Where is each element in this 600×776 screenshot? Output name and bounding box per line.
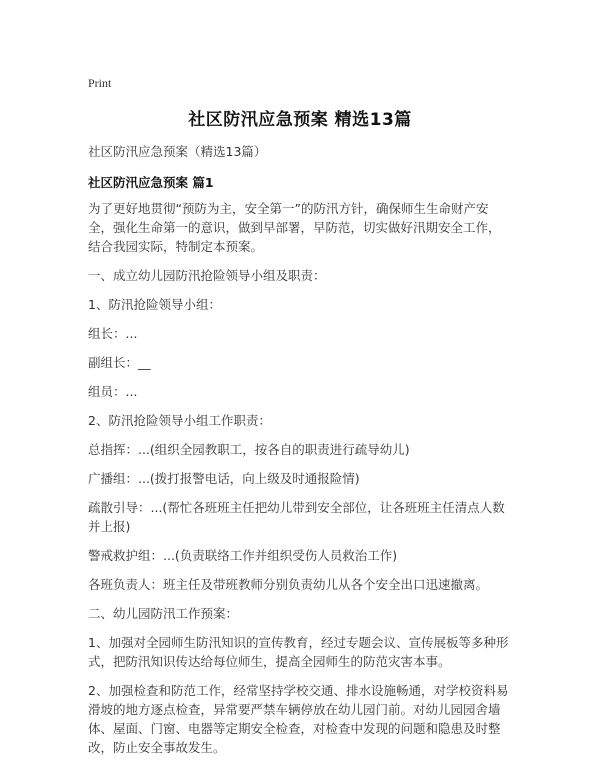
paragraph-deputy-leader: 副组长：__ [88,355,151,370]
paragraph-duties: 2、防汛抢险领导小组工作职责： [88,413,271,428]
paragraph-section-two: 二、幼儿园防汛工作预案： [88,606,239,621]
paragraph-broadcast: 广播组：...(拨打报警电话，向上级及时通报险情) [88,471,360,486]
paragraph-evacuation: 疏散引导：...(帮忙各班班主任把幼儿带到安全部位，让各班班主任清点人数并上报) [88,500,505,534]
document-subtitle: 社区防汛应急预案（精选13篇） [88,144,267,159]
paragraph-team: 1、防汛抢险领导小组： [88,297,221,312]
print-link[interactable]: Print [88,76,112,90]
paragraph-commander: 总指挥：...(组织全园教职工，按各自的职责进行疏导幼儿) [88,442,410,457]
paragraph-intro: 为了更好地贯彻“预防为主，安全第一”的防汛方针，确保师生生命财产安全，强化生命第一的意识，做到早部署，早防范，切实做好汛期安全工作，结合我园实际，特制定本预案。 [88,201,501,254]
paragraph-item-one: 1、加强对全园师生防汛知识的宣传教育，经过专题会议、宣传展板等多种形式，把防汛知识传达给每位师生，提高全园师生的防范灾害本事。 [88,635,509,669]
paragraph-rescue: 警戒救护组：...(负责联络工作并组织受伤人员救治工作) [88,548,398,563]
paragraph-section-one: 一、成立幼儿园防汛抢险领导小组及职责： [88,268,326,283]
document-title: 社区防汛应急预案 精选13篇 [188,110,412,130]
paragraph-class-leaders: 各班负责人：班主任及带班教师分别负责幼儿从各个安全出口迅速撤离。 [88,577,489,592]
paragraph-members: 组员：... [88,384,138,399]
paragraph-leader: 组长：... [88,326,138,341]
paragraph-item-two: 2、加强检查和防范工作，经常坚持学校交通、排水设施畅通，对学校资料易滑坡的地方逐点检查，异常要严禁车辆停放在幼儿园门前。对幼儿园园舍墙体、屋面、门窗、电器等定期安全检查，对检查中发现的问题和隐患及时整改，防止安全事故发生。 [88,683,509,755]
section-heading: 社区防汛应急预案 篇1 [88,175,214,190]
